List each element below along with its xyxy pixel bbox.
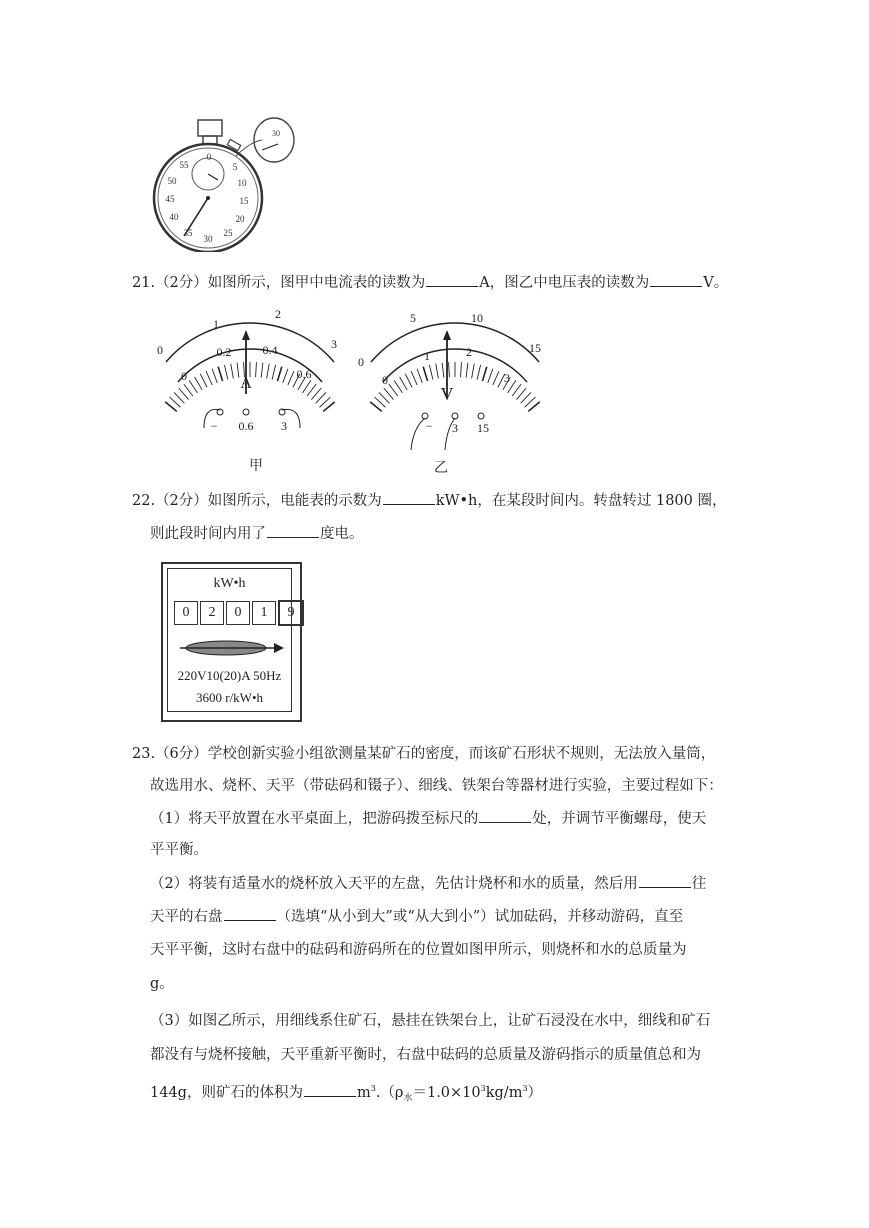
- q23-blank-1[interactable]: [479, 808, 531, 823]
- scale-tick: [231, 364, 234, 379]
- scale-tick: [442, 363, 444, 378]
- scale-tick: [488, 369, 493, 383]
- stopwatch-label: 10: [237, 178, 247, 188]
- scale-tick: [272, 365, 275, 380]
- scale-tick: [461, 362, 462, 377]
- q23-p3-l: ）: [527, 1084, 543, 1101]
- q21-blank-b[interactable]: [650, 272, 702, 287]
- stopwatch-label: 25: [223, 228, 233, 238]
- scale-tick: [379, 392, 389, 403]
- scale-tick: [394, 380, 402, 392]
- voltmeter-bottom-label: 1: [424, 349, 430, 363]
- voltmeter-top-label: 10: [471, 311, 483, 325]
- stopwatch-label: 0: [206, 152, 212, 162]
- q23-score: （6分）: [155, 746, 208, 762]
- scale-tick: [256, 362, 257, 377]
- scale-tick: [237, 363, 239, 378]
- scale-tick: [212, 369, 217, 383]
- ammeter-top-label: 0: [157, 343, 163, 357]
- q23-p2-line4: g。: [150, 976, 174, 992]
- ammeter-figure: [150, 302, 350, 482]
- q23-p3-d: m: [356, 1084, 371, 1101]
- ammeter-terminal: 0.6: [238, 419, 254, 433]
- q22-blank-a[interactable]: [383, 490, 435, 505]
- scale-tick: [477, 365, 480, 380]
- q21-text-a: 如图所示，图甲中电流表的读数为: [207, 275, 426, 291]
- q23-p1-line1: [150, 808, 706, 829]
- stopwatch-label: 5: [232, 162, 238, 172]
- voltmeter-top-label: 0: [358, 355, 364, 369]
- q22-num: 22.: [132, 493, 156, 509]
- voltmeter-bottom-label: 2: [466, 345, 472, 359]
- scale-tick: [307, 384, 316, 396]
- voltmeter-bottom-label: 3: [504, 371, 510, 385]
- q22-text-a: 如图所示，电能表的示数为: [207, 493, 382, 509]
- stopwatch-label: 15: [239, 196, 249, 206]
- voltmeter-top-label: 15: [529, 341, 541, 355]
- voltmeter-terminal: −: [425, 419, 433, 433]
- scale-tick: [195, 377, 203, 390]
- scale-tick: [165, 402, 177, 412]
- meter-disc-icon: [176, 636, 286, 660]
- scale-tick: [436, 364, 439, 379]
- q22-blank-b[interactable]: [267, 523, 319, 538]
- q23-p2-b: 往: [691, 876, 707, 892]
- scale-tick: [316, 392, 326, 403]
- scale-tick: [303, 380, 311, 392]
- q23-line1: [132, 744, 715, 764]
- scale-tick: [493, 371, 499, 385]
- scale-tick: [400, 377, 408, 390]
- ammeter-terminal: −: [210, 419, 218, 433]
- scale-tick: [169, 397, 180, 407]
- scale-tick: [179, 388, 189, 399]
- scale-tick: [267, 364, 270, 379]
- scale-tick: [482, 367, 486, 381]
- q22-score: （2分）: [155, 493, 208, 509]
- voltmeter-terminal: 3: [452, 421, 458, 435]
- ammeter-symbol: A: [240, 375, 252, 392]
- scale-tick: [320, 397, 331, 407]
- q21-text: [132, 272, 728, 293]
- stopwatch-label: 40: [169, 212, 179, 222]
- scale-tick: [516, 388, 526, 399]
- scale-tick: [521, 392, 531, 403]
- q23-p3-h: ＝1.0×10: [412, 1084, 481, 1101]
- q22-text-d: 度电。: [320, 526, 364, 542]
- energy-meter-spec2: 3600 r/kW•h: [195, 690, 263, 705]
- scale-tick: [370, 402, 382, 412]
- q21-score: （2分）: [155, 275, 208, 291]
- q23-p1-line2: 平平衡。: [150, 842, 208, 858]
- q23-p3-i: 3: [480, 1084, 486, 1093]
- scale-tick: [528, 402, 540, 412]
- scale-tick: [405, 374, 412, 387]
- q23-blank-3[interactable]: [224, 906, 276, 921]
- ammeter-terminal: 3: [281, 419, 287, 433]
- q23-p3-j: kg/m: [485, 1084, 523, 1101]
- q23-line1-text: 学校创新实验小组欲测量某矿石的密度，而该矿石形状不规则，无法放入量筒，: [207, 746, 716, 762]
- q23-p2-line2: [150, 906, 683, 927]
- scale-tick: [288, 371, 294, 385]
- energy-meter-digits: [174, 600, 306, 626]
- meter-digit: 0: [174, 601, 198, 625]
- scale-tick: [512, 384, 521, 396]
- scale-tick: [184, 384, 193, 396]
- scale-tick: [472, 364, 475, 379]
- scale-tick: [411, 371, 417, 385]
- meter-digit-decimal: 9: [278, 600, 304, 626]
- scale-tick: [466, 363, 468, 378]
- q23-p3-g: 水: [403, 1093, 413, 1104]
- stopwatch-label: 30: [203, 234, 213, 244]
- q23-p3-line3: [150, 1079, 542, 1109]
- q23-p3-e: 3: [370, 1084, 376, 1093]
- q23-p1-a: （1）将天平放置在水平桌面上，把游码拨至标尺的: [150, 811, 479, 827]
- meter-digit: 2: [200, 601, 224, 625]
- q23-p2-line3: 天平平衡，这时右盘中的砝码和游码所在的位置如图甲所示，则烧杯和水的总质量为: [150, 942, 687, 958]
- scale-tick: [374, 397, 385, 407]
- q22-text-b: kW•h，在某段时间内。转盘转过 1800 圈，: [435, 493, 727, 509]
- ammeter-top-label: 3: [331, 337, 337, 351]
- ammeter-bottom-label: 0.6: [296, 367, 312, 381]
- meter-digit: 1: [252, 601, 276, 625]
- q23-p2-line1: [150, 873, 706, 894]
- energy-meter-unit: kW•h: [213, 576, 246, 591]
- stopwatch-label: 45: [165, 194, 175, 204]
- ammeter-bottom-label: 0.4: [262, 343, 278, 357]
- scale-tick: [174, 392, 184, 403]
- scale-tick: [218, 367, 222, 381]
- q23-p3-line2: 都没有与烧杯接触，天平重新平衡时，右盘中砝码的总质量及游码指示的质量值总和为: [150, 1047, 701, 1063]
- q23-p3-f: .（ρ: [375, 1084, 404, 1101]
- q21-num: 21.: [132, 275, 156, 291]
- meter-digit: 0: [226, 601, 250, 625]
- ammeter-bottom-label: 0.2: [216, 345, 232, 359]
- q21-blank-a[interactable]: [426, 272, 478, 287]
- q23-num: 23.: [132, 746, 156, 762]
- voltmeter-caption: 乙: [434, 461, 448, 476]
- scale-tick: [423, 367, 427, 381]
- ammeter-bottom-label: 0: [181, 369, 187, 383]
- q23-p3-k: 3: [522, 1084, 528, 1093]
- q23-p2-d: （选填“从小到大”或“从大到小”）试加砝码，并移动游码，直至: [276, 909, 684, 925]
- stopwatch-figure: [150, 112, 310, 252]
- scale-tick: [389, 384, 398, 396]
- scale-tick: [449, 362, 450, 377]
- zoom-label: 30: [272, 129, 280, 138]
- scale-tick: [429, 365, 432, 380]
- q22-line1: [132, 490, 727, 511]
- voltmeter-terminal: 15: [477, 421, 489, 435]
- stopwatch-label: 55: [179, 160, 189, 170]
- scale-tick: [283, 369, 288, 383]
- q22-line2: [150, 523, 364, 544]
- ammeter-top-label: 2: [275, 307, 281, 321]
- scale-tick: [189, 380, 197, 392]
- scale-tick: [277, 367, 281, 381]
- voltmeter-figure: [355, 302, 555, 482]
- scale-tick: [206, 371, 212, 385]
- scale-tick: [224, 365, 227, 380]
- scale-tick: [417, 369, 422, 383]
- scale-tick: [525, 397, 536, 407]
- scale-tick: [311, 388, 321, 399]
- scale-tick: [200, 374, 207, 387]
- q23-p3-c: 144g，则矿石的体积为: [150, 1084, 303, 1101]
- scale-tick: [261, 363, 263, 378]
- voltmeter-top-label: 5: [410, 311, 416, 325]
- q23-p2-c: 天平的右盘: [150, 909, 223, 925]
- q23-p2-a: （2）将装有适量水的烧杯放入天平的左盘，先估计烧杯和水的质量，然后用: [150, 876, 638, 892]
- q23-p1-b: 处，并调节平衡螺母，使天: [532, 811, 707, 827]
- scale-tick: [384, 388, 394, 399]
- stopwatch-label: 50: [167, 176, 177, 186]
- q23-blank-2[interactable]: [639, 873, 691, 888]
- q21-unit-a: A，图乙中电压表的读数为: [479, 275, 650, 291]
- ammeter-caption: 甲: [249, 459, 263, 474]
- q23-line2: 故选用水、烧杯、天平（带砝码和镊子）、细线、铁架台等器材进行实验，主要过程如下：: [150, 778, 723, 794]
- voltmeter-bottom-label: 0: [382, 373, 388, 387]
- q23-p3-line1: （3）如图乙所示，用细线系住矿石，悬挂在铁架台上，让矿石浸没在水中，细线和矿石: [150, 1013, 711, 1029]
- scale-tick: [323, 402, 335, 412]
- q23-blank-4[interactable]: [304, 1082, 356, 1097]
- stopwatch-label: 35: [183, 228, 193, 238]
- voltmeter-symbol: V: [440, 384, 454, 404]
- energy-meter-spec1: 220V10(20)A 50Hz: [177, 668, 282, 683]
- stopwatch-label: 20: [235, 214, 245, 224]
- q22-text-c: 则此段时间内用了: [150, 526, 266, 542]
- ammeter-top-label: 1: [213, 317, 219, 331]
- q21-unit-b: V。: [703, 275, 729, 291]
